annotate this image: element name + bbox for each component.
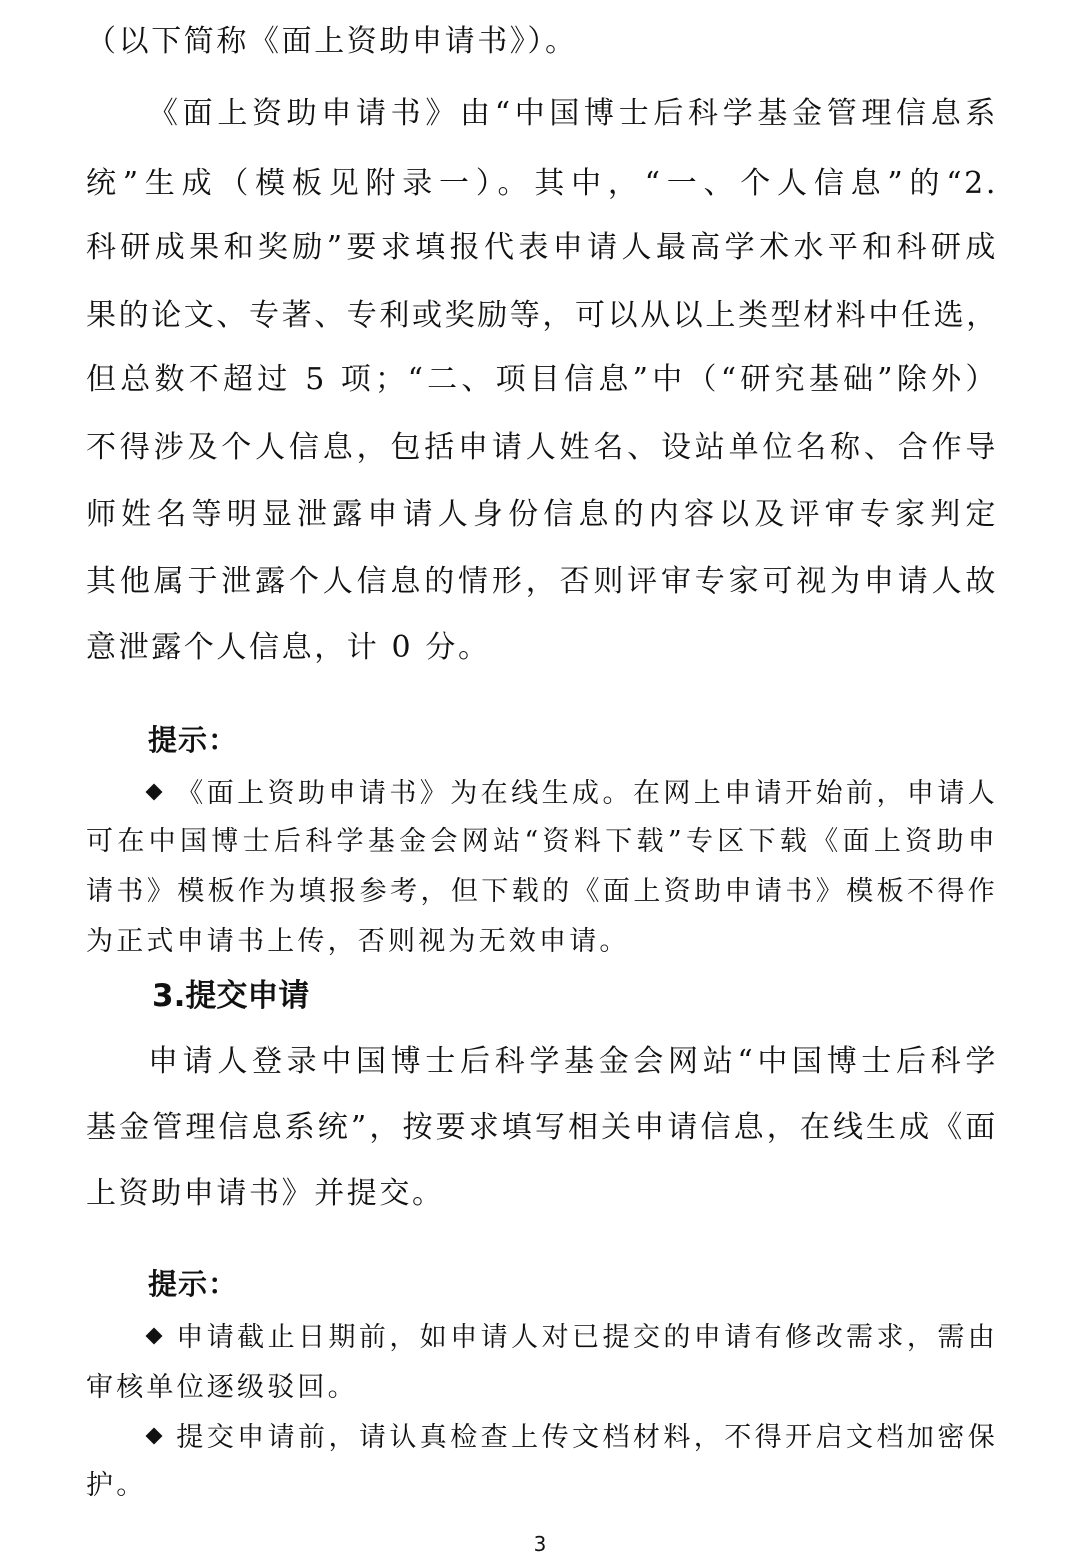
- page-number: 3: [533, 1532, 547, 1556]
- tip-line: 为正式申请书上传，否则视为无效申请。: [86, 926, 630, 957]
- paragraph-line: 但总数不超过 5 项；“二、项目信息”中（“研究基础”除外）: [86, 362, 998, 397]
- paragraph-line: 申请人登录中国博士后科学基金会网站“中国博士后科学: [148, 1044, 998, 1079]
- tip-line: 审核单位逐级驳回。: [86, 1372, 358, 1403]
- tip-text: 《面上资助申请书》为在线生成。在网上申请开始前，申请人: [176, 778, 998, 809]
- paragraph-line: 其他属于泄露个人信息的情形，否则评审专家可视为申请人故: [86, 564, 998, 599]
- tip-label: 提示：: [148, 1267, 239, 1301]
- paragraph-line: 上资助申请书》并提交。: [86, 1176, 445, 1211]
- paragraph-line: 不得涉及个人信息，包括申请人姓名、设站单位名称、合作导: [86, 430, 998, 465]
- paragraph-line: 意泄露个人信息，计 0 分。: [86, 630, 491, 665]
- tip-bullet-line: [148, 1318, 998, 1358]
- tip-bullet-line: [148, 1418, 998, 1458]
- tip-line: 护。: [86, 1470, 147, 1501]
- diamond-bullet-icon: [146, 1327, 163, 1344]
- paragraph-line: 基金管理信息系统”，按要求填写相关申请信息，在线生成《面: [86, 1110, 998, 1145]
- paragraph-line: 师姓名等明显泄露申请人身份信息的内容以及评审专家判定: [86, 497, 998, 532]
- paragraph-line: （以下简称《面上资助申请书》）。: [86, 24, 578, 59]
- paragraph-line: 科研成果和奖励”要求填报代表申请人最高学术水平和科研成: [86, 230, 998, 265]
- diamond-bullet-icon: [146, 783, 163, 800]
- tip-text: 提交申请前，请认真检查上传文档材料，不得开启文档加密保: [176, 1422, 998, 1453]
- paragraph-line: 《面上资助申请书》由“中国博士后科学基金管理信息系: [148, 96, 998, 131]
- paragraph-line: 统”生成（模板见附录一）。其中，“一、个人信息”的“2.: [86, 166, 998, 201]
- tip-text: 申请截止日期前，如申请人对已提交的申请有修改需求，需由: [176, 1322, 998, 1353]
- paragraph-line: 果的论文、专著、专利或奖励等，可以从以上类型材料中任选，: [86, 298, 999, 333]
- section-heading: 3.提交申请: [152, 978, 310, 1014]
- tip-label: 提示：: [148, 723, 239, 757]
- diamond-bullet-icon: [146, 1427, 163, 1444]
- tip-bullet-line: [148, 774, 998, 814]
- tip-line: 请书》模板作为填报参考，但下载的《面上资助申请书》模板不得作: [86, 876, 998, 907]
- tip-line: 可在中国博士后科学基金会网站“资料下载”专区下载《面上资助申: [86, 826, 998, 857]
